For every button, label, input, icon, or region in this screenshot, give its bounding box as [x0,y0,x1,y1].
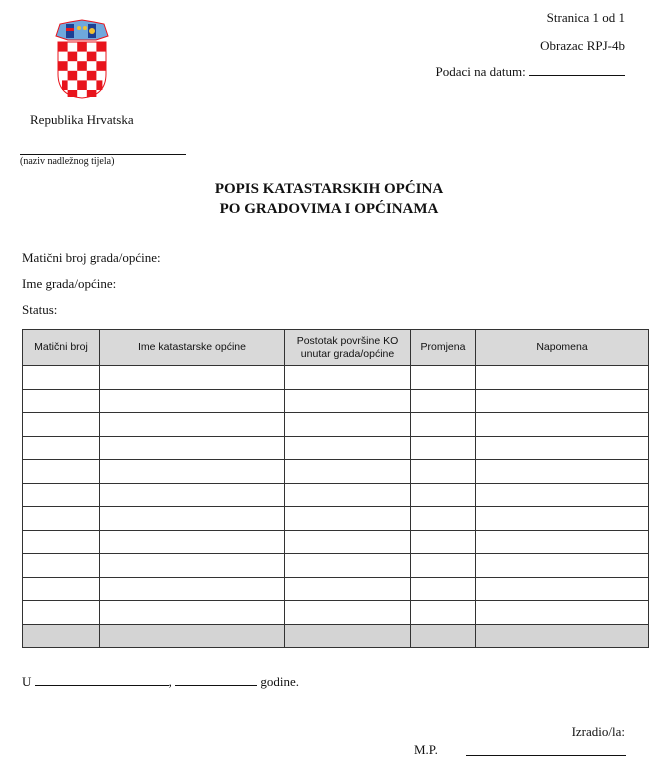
table-cell[interactable] [23,483,100,507]
table-cell[interactable] [476,460,649,484]
table-cell[interactable] [411,413,476,437]
table-cell[interactable] [100,366,285,390]
table-cell[interactable] [23,366,100,390]
table-cell[interactable] [100,507,285,531]
table-cell[interactable] [476,389,649,413]
table-cell[interactable] [411,507,476,531]
table-cell[interactable] [23,507,100,531]
col-header-change: Promjena [411,330,476,366]
table-cell[interactable] [476,366,649,390]
field-id-label: Matični broj grada/općine: [22,250,161,265]
table-cell[interactable] [100,601,285,625]
table-cell[interactable] [476,601,649,625]
table-cell[interactable] [23,624,100,648]
col-header-name: Ime katastarske općine [100,330,285,366]
document-title [0,179,658,219]
table-cell[interactable] [285,601,411,625]
table-cell[interactable] [100,577,285,601]
table-cell[interactable] [285,530,411,554]
table-cell[interactable] [476,413,649,437]
page-number: Stranica 1 od 1 [546,10,625,25]
title-line-2: PO GRADOVIMA I OPĆINAMA [219,201,439,217]
year-suffix: godine. [260,674,300,689]
table-cell[interactable] [285,577,411,601]
table-cell[interactable] [411,601,476,625]
table-cell[interactable] [476,624,649,648]
comma: , [168,674,172,689]
table-cell[interactable] [285,366,411,390]
field-status-label: Status: [22,302,58,317]
table-row [23,460,649,484]
table-cell[interactable] [411,366,476,390]
table-cell[interactable] [285,624,411,648]
table-cell[interactable] [476,507,649,531]
table-cell[interactable] [100,530,285,554]
prepared-by-label: Izradio/la: [571,724,625,739]
table-cell[interactable] [285,507,411,531]
table-row [23,507,649,531]
table-row [23,483,649,507]
authority-line[interactable] [20,154,186,155]
table-cell[interactable] [476,577,649,601]
table-cell[interactable] [100,483,285,507]
table-cell[interactable] [411,436,476,460]
table-cell[interactable] [23,601,100,625]
col-header-note: Napomena [476,330,649,366]
date-input[interactable] [529,75,625,76]
table-cell[interactable] [23,436,100,460]
field-name-label: Ime grada/općine: [22,276,117,291]
table-cell[interactable] [285,413,411,437]
table-cell[interactable] [285,436,411,460]
table-cell[interactable] [23,577,100,601]
table-cell[interactable] [23,389,100,413]
col-header-id: Matični broj [23,330,100,366]
table-cell[interactable] [100,624,285,648]
table-row [23,577,649,601]
table-row [23,530,649,554]
table-cell[interactable] [100,389,285,413]
table-row [23,554,649,578]
table-cell[interactable] [100,460,285,484]
form-code: Obrazac RPJ-4b [540,38,625,53]
table-cell[interactable] [285,483,411,507]
table-cell[interactable] [411,624,476,648]
table-cell[interactable] [23,530,100,554]
stamp-label: M.P. [414,742,438,757]
place-input[interactable] [35,685,169,686]
table-cell[interactable] [23,413,100,437]
table-cell[interactable] [476,436,649,460]
table-row [23,366,649,390]
table-cell[interactable] [476,483,649,507]
table-cell[interactable] [100,554,285,578]
table-cell[interactable] [411,460,476,484]
table-cell[interactable] [476,554,649,578]
table-cell[interactable] [285,460,411,484]
table-cell[interactable] [476,530,649,554]
table-row [23,436,649,460]
date-label: Podaci na datum: [435,64,526,79]
table-cell[interactable] [100,413,285,437]
signature-line[interactable] [466,755,626,756]
table-row [23,389,649,413]
date-input-footer[interactable] [175,685,257,686]
authority-caption: (naziv nadležnog tijela) [20,156,115,167]
table-cell[interactable] [411,389,476,413]
table-cell[interactable] [23,554,100,578]
table-cell[interactable] [411,554,476,578]
date-field[interactable] [435,64,625,80]
table-cell[interactable] [285,389,411,413]
table-cell[interactable] [411,530,476,554]
table-cell[interactable] [100,436,285,460]
country-name: Republika Hrvatska [30,112,134,127]
col-header-percent: Postotak površine KO unutar grada/općine [285,330,411,366]
place-date-line [22,674,299,690]
table-cell[interactable] [411,577,476,601]
cadastral-table [22,329,649,648]
table-cell[interactable] [285,554,411,578]
table-row [23,601,649,625]
title-line-1: POPIS KATASTARSKIH OPĆINA [214,181,444,197]
table-cell[interactable] [23,460,100,484]
place-prefix: U [22,674,32,689]
table-total-row [23,624,649,648]
table-cell[interactable] [411,483,476,507]
table-row [23,413,649,437]
coat-of-arms [52,18,112,100]
